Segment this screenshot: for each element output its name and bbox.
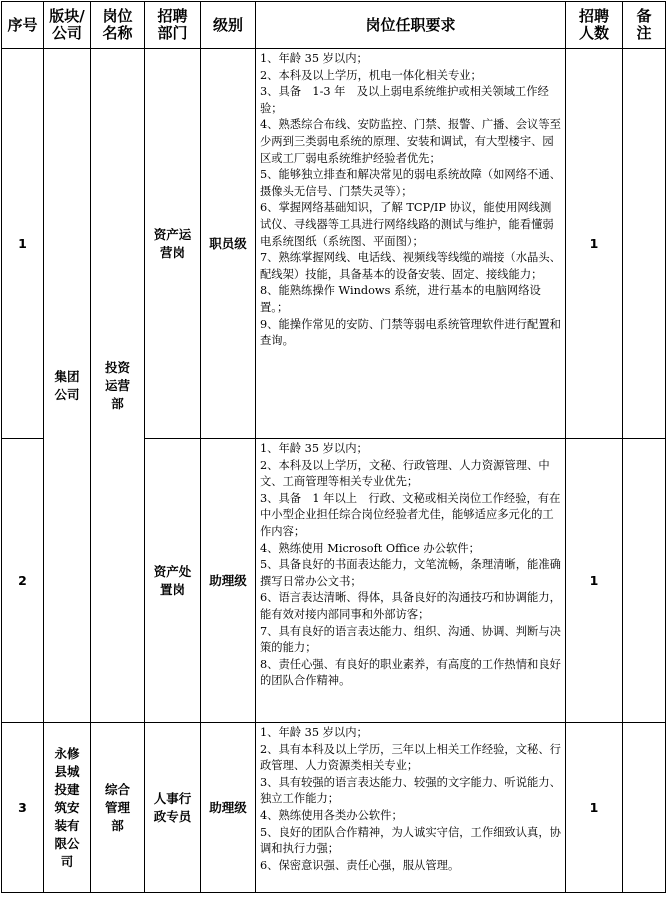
requirement-item: 6、保密意识强、责任心强，服从管理。 [260,858,460,872]
row-level: 职员级 [201,49,256,439]
requirement-item: 8、责任心强、有良好的职业素养，有高度的工作热情和良好的团队合作精神。 [260,657,561,688]
row-seq: 2 [2,439,44,723]
row-note [623,49,666,439]
requirement-item: 4、熟练使用 Microsoft Office 办公软件； [260,541,480,555]
header-dept: 招聘部门 [145,2,201,49]
row-requirements [256,439,566,723]
header-level: 级别 [201,2,256,49]
row-level: 助理级 [201,439,256,723]
row-dept: 资产运营岗 [145,49,201,439]
header-seq: 序号 [2,2,44,49]
row-title: 综合管理部 [91,723,145,893]
requirement-item: 1、年龄 35 岁以内； [260,726,368,739]
requirement-item: 7、具有良好的语言表达能力、组织、沟通、协调、判断与决策的能力； [260,624,561,655]
requirement-item: 4、熟练使用各类办公软件； [260,808,403,822]
requirement-item: 2、本科及以上学历，机电一体化相关专业； [260,68,482,82]
header-unit: 版块/公司 [44,2,91,49]
row-level: 助理级 [201,723,256,893]
table-row [2,723,666,893]
header-title: 岗位名称 [91,2,145,49]
requirement-item: 9、能操作常见的安防、门禁等弱电系统管理软件进行配置和查询。 [260,317,561,348]
row-title: 投资运营部 [91,49,145,723]
header-count: 招聘人数 [566,2,623,49]
header-note: 备注 [623,2,666,49]
requirement-item: 1、年龄 35 岁以内； [260,52,368,65]
requirement-item: 1、年龄 35 岁以内； [260,442,368,455]
requirement-item: 3、具备 1 年以上 行政、文秘或相关岗位工作经验，有在中小型企业担任综合岗位经验者尤佳，能够适应多元化的工作内容； [260,491,561,538]
requirement-item: 6、掌握网络基础知识，了解 TCP/IP 协议，能使用网线测试仪、寻线器等工具进行网络线路的测试与维护，能看懂弱电系统图纸（系统图、平面图）； [260,201,554,248]
requirement-item: 3、具有较强的语言表达能力、较强的文字能力、听说能力、独立工作能力； [260,775,561,806]
requirement-item: 5、具备良好的书面表达能力，文笔流畅，条理清晰，能准确撰写日常办公文书； [260,558,561,588]
header-requirements: 岗位任职要求 [256,2,566,49]
header-row [2,2,666,49]
row-seq: 1 [2,49,44,439]
requirement-item: 3、具备 1-3 年 及以上弱电系统维护或相关领域工作经验； [260,85,549,115]
row-seq: 3 [2,723,44,893]
row-unit: 集团公司 [44,49,91,723]
row-dept: 人事行政专员 [145,723,201,893]
requirement-item: 7、熟练掌握网线、电话线、视频线等线缆的端接（水晶头、配线架）技能，具备基本的设备安装、固定、接线能力； [260,251,561,281]
row-note [623,723,666,893]
row-note [623,439,666,723]
row-count: 1 [566,49,623,439]
recruitment-table [1,1,666,893]
requirement-item: 5、良好的团队合作精神，为人诚实守信，工作细致认真，协调和执行力强； [260,825,561,856]
requirement-item: 2、本科及以上学历，文秘、行政管理、人力资源管理、中文、工商管理等相关专业优先； [260,458,550,489]
row-dept: 资产处置岗 [145,439,201,723]
requirement-item: 4、熟悉综合布线、安防监控、门禁、报警、广播、会议等至少两到三类弱电系统的原理、安装和调试，有大型楼宇、园区或工厂弱电系统维护经验者优先； [260,118,561,165]
row-requirements [256,49,566,439]
row-count: 1 [566,439,623,723]
row-count: 1 [566,723,623,893]
requirement-item: 6、语言表达清晰、得体，具备良好的沟通技巧和协调能力，能有效对接内部同事和外部访客； [260,591,561,621]
row-requirements [256,723,566,893]
table-row [2,49,666,439]
requirement-item: 5、能够独立排查和解决常见的弱电系统故障（如网络不通、摄像头无信号、门禁失灵等）； [260,168,561,198]
requirement-item: 2、具有本科及以上学历，三年以上相关工作经验，文秘、行政管理、人力资源类相关专业； [260,742,561,773]
row-unit: 永修县城投建筑安装有限公司 [44,723,91,893]
requirement-item: 8、能熟练操作 Windows 系统，进行基本的电脑网络设置。； [260,284,541,314]
